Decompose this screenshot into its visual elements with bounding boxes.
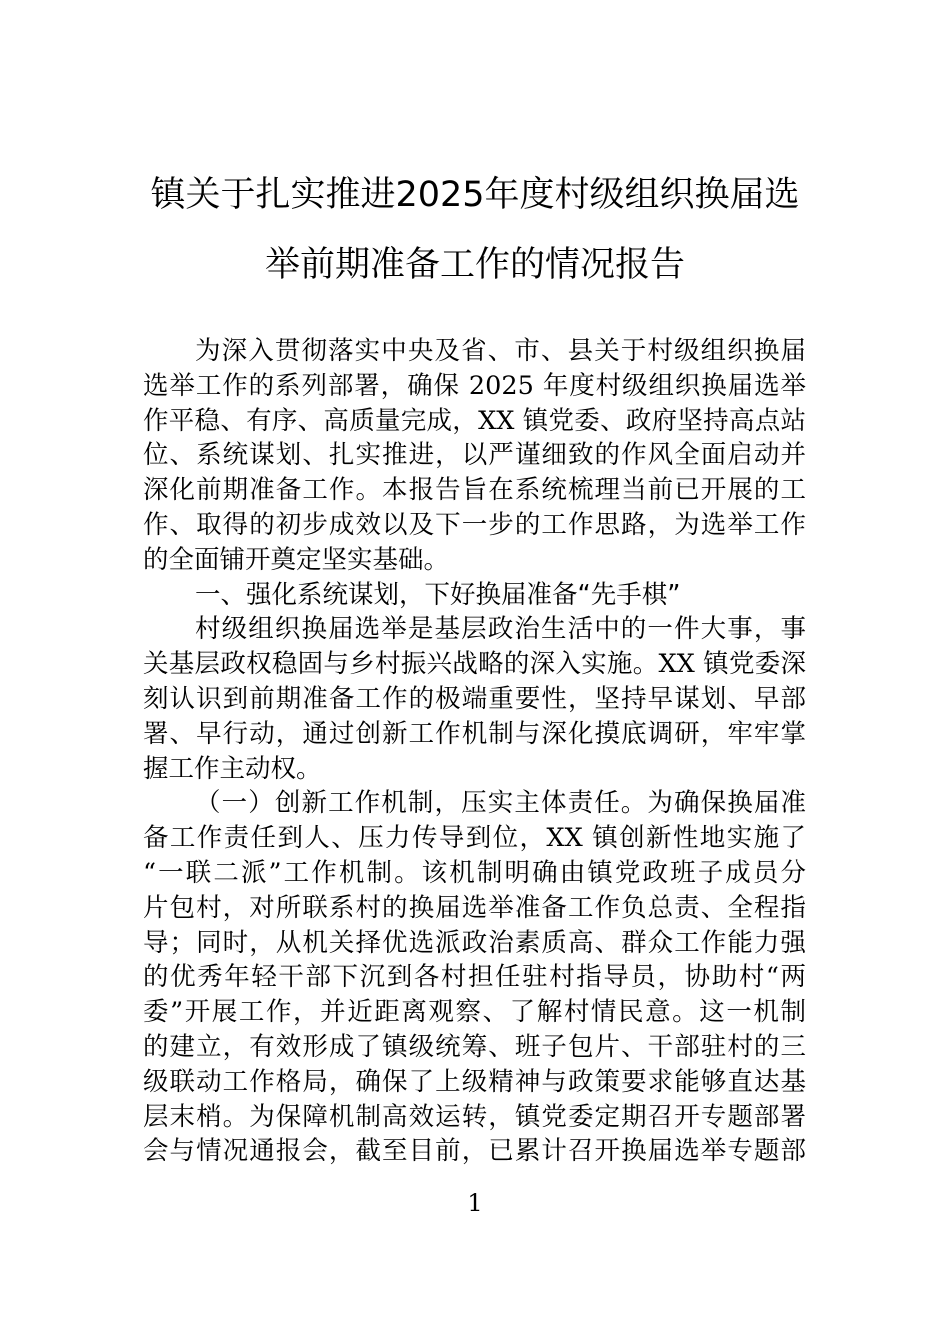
text-line: 会与情况通报会，截至目前，已累计召开换届选举专题部 — [143, 1136, 806, 1167]
document-title-line-1: 镇关于扎实推进2025年度村级组织换届选 — [150, 175, 800, 215]
text-line: 的全面铺开奠定坚实基础。 — [143, 544, 450, 575]
text-line: 位、系统谋划、扎实推进，以严谨细致的作风全面启动并 — [143, 440, 806, 471]
text-line: 村级组织换届选举是基层政治生活中的一件大事，事 — [195, 614, 806, 645]
text-line: 作、取得的初步成效以及下一步的工作思路，为选举工作 — [143, 509, 806, 540]
text-line: 片包村，对所联系村的换届选举准备工作负总责、全程指 — [143, 892, 806, 923]
page-number: 1 — [467, 1189, 483, 1217]
text-line: 的优秀年轻干部下沉到各村担任驻村指导员，协助村“两 — [143, 962, 806, 993]
text-line: 握工作主动权。 — [143, 753, 322, 784]
subsection-paragraph — [143, 786, 806, 1169]
text-line: “一联二派”工作机制。该机制明确由镇党政班子成员分 — [143, 857, 806, 888]
text-line: 作平稳、有序、高质量完成，XX 镇党委、政府坚持高点站 — [143, 405, 806, 436]
text-line: 为深入贯彻落实中央及省、市、县关于村级组织换届 — [195, 336, 806, 366]
text-line: 选举工作的系列部署，确保 2025 年度村级组织换届选举 — [143, 370, 806, 401]
text-line: 关基层政权稳固与乡村振兴战略的深入实施。XX 镇党委深 — [143, 649, 806, 680]
intro-paragraph — [143, 334, 806, 578]
section-paragraph — [143, 612, 806, 786]
text-line: （一）创新工作机制，压实主体责任。为确保换届准 — [195, 788, 806, 819]
text-line: 级联动工作格局，确保了上级精神与政策要求能够直达基 — [143, 1066, 806, 1097]
document-body — [143, 334, 806, 1169]
text-line: 导；同时，从机关择优选派政治素质高、群众工作能力强 — [143, 927, 806, 958]
text-line: 刻认识到前期准备工作的极端重要性，坚持早谋划、早部 — [143, 683, 806, 714]
text-line: 的建立，有效形成了镇级统筹、班子包片、干部驻村的三 — [143, 1031, 806, 1062]
section-heading: 一、强化系统谋划，下好换届准备“先手棋” — [195, 579, 681, 610]
text-line: 署、早行动，通过创新工作机制与深化摸底调研，牢牢掌 — [143, 718, 806, 749]
text-line: 备工作责任到人、压力传导到位，XX 镇创新性地实施了 — [143, 823, 806, 854]
text-line: 深化前期准备工作。本报告旨在系统梳理当前已开展的工 — [143, 475, 806, 506]
document-title-line-2: 举前期准备工作的情况报告 — [264, 245, 685, 285]
text-line: 委”开展工作，并近距离观察、了解村情民意。这一机制 — [143, 997, 806, 1028]
text-line: 层末梢。为保障机制高效运转，镇党委定期召开专题部署 — [143, 1101, 806, 1132]
